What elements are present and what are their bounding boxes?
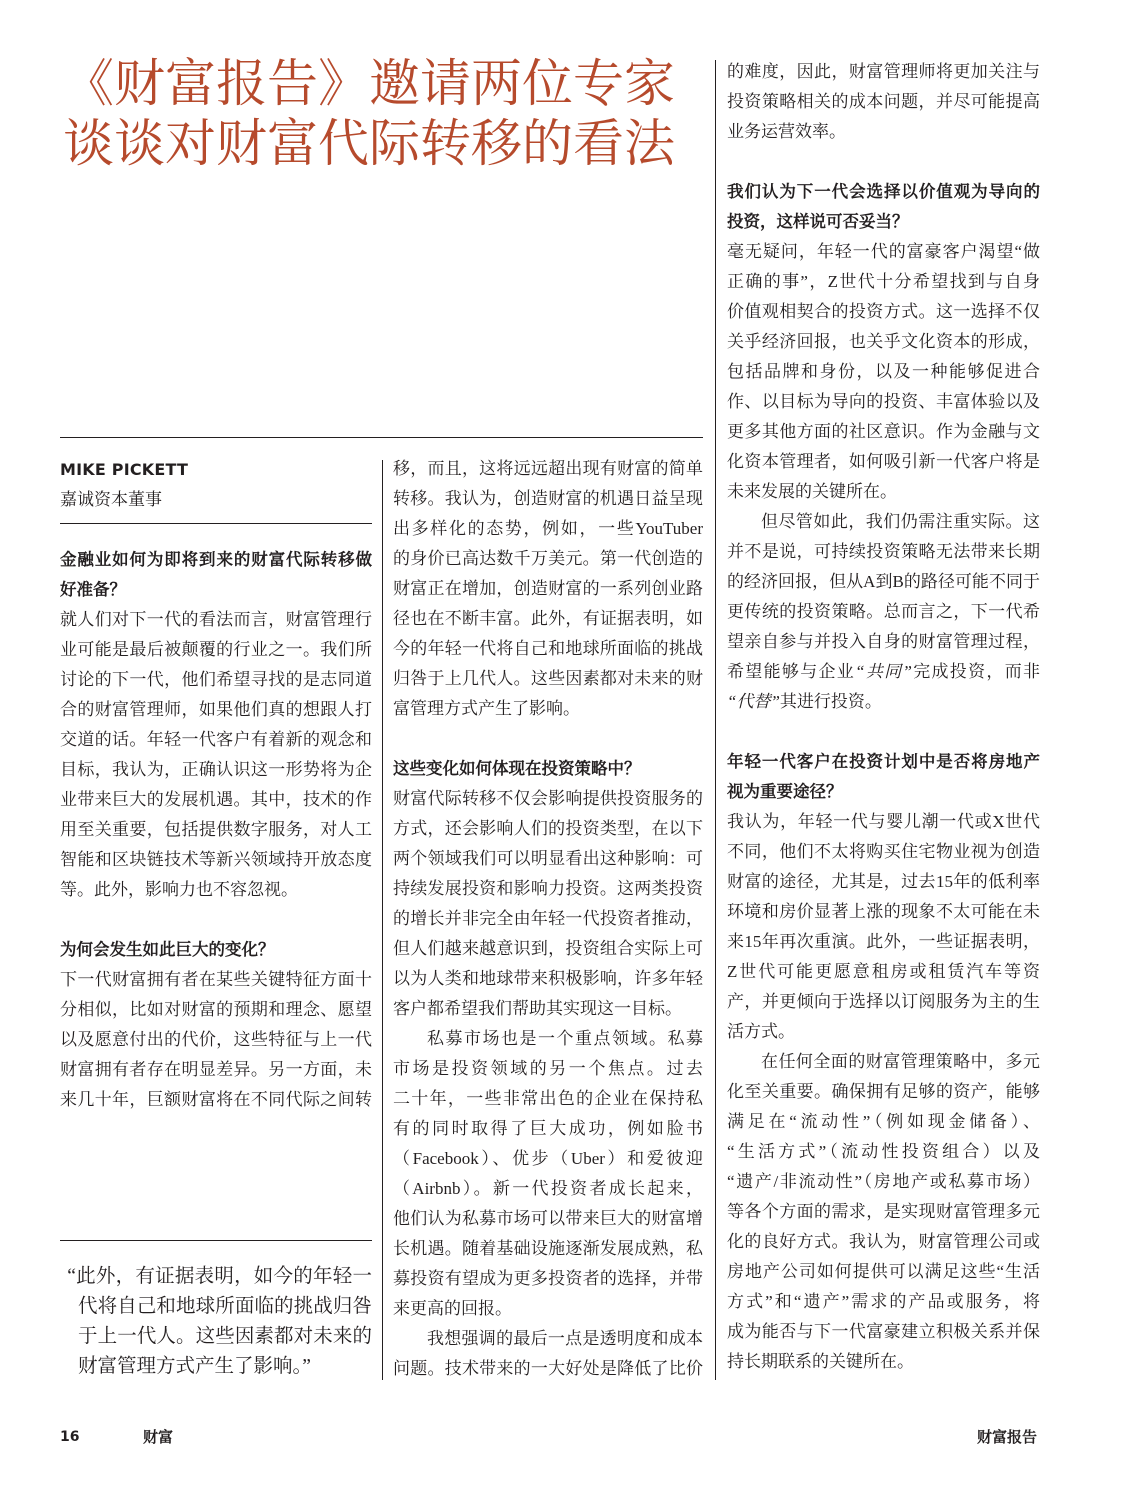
left-column <box>60 545 372 1115</box>
text-line: 业务运营效率。 <box>727 122 846 141</box>
text-line: 出多样化的态势，例如，一些YouTuber <box>393 519 703 538</box>
text-line: 就人们对下一代的看法而言，财富管理行 <box>60 610 372 629</box>
text-line <box>727 687 1040 717</box>
text-line: 的经济回报，但从A到B的路径可能不同于 <box>727 572 1040 591</box>
question-heading <box>727 177 1040 237</box>
text-line: 年轻一代客户在投资计划中是否将房地产 <box>727 752 1040 771</box>
text-line: 富管理方式产生了影响。 <box>393 699 580 718</box>
text-line: 以及愿意付出的代价，这些特征与上一代 <box>60 1030 372 1049</box>
text-line <box>727 657 1040 687</box>
text-line: 来15年再次重演。此外，一些证据表明， <box>727 932 1040 951</box>
body-paragraph <box>393 784 703 1024</box>
text-line: 更多其他方面的社区意识。作为金融与文 <box>727 422 1040 441</box>
text-line: 投资策略相关的成本问题，并尽可能提高 <box>727 92 1040 111</box>
text-line: 等。此外，影响力也不容忽视。 <box>60 880 298 899</box>
body-paragraph <box>727 1047 1040 1377</box>
body-paragraph <box>393 1024 703 1324</box>
text-line: 望亲自参与并投入自身的财富管理过程， <box>727 632 1040 651</box>
text-line: 产，并更倾向于选择以订阅服务为主的生 <box>727 992 1040 1011</box>
text-segment: 希望能够与企业 <box>727 662 856 681</box>
column-divider-left <box>382 460 383 1380</box>
body-paragraph <box>727 57 1040 147</box>
byline <box>60 455 372 515</box>
emphasis-text: “共同” <box>855 662 912 681</box>
text-line: 来更高的回报。 <box>393 1299 512 1318</box>
text-line: 视为重要途径？ <box>727 782 843 801</box>
publication-name: 财富报告 <box>976 1428 1037 1446</box>
text-line: 以为人类和地球带来积极影响，许多年轻 <box>393 969 703 988</box>
text-line: 业可能是最后被颠覆的行业之一。我们所 <box>60 640 372 659</box>
text-line: 我认为，年轻一代与婴儿潮一代或X世代 <box>727 812 1040 831</box>
text-line: 业带来巨大的发展机遇。其中，技术的作 <box>60 790 372 809</box>
text-line: 移，而且，这将远远超出现有财富的简单 <box>393 459 703 478</box>
body-paragraph <box>727 507 1040 717</box>
text-line: “生活方式”（流动性投资组合）以及 <box>727 1142 1040 1161</box>
text-line: 好准备？ <box>60 580 126 599</box>
text-line: （Facebook）、优步（Uber）和爱彼迎 <box>393 1149 703 1168</box>
body-paragraph <box>393 1324 703 1384</box>
page-number: 16 <box>60 1429 80 1445</box>
text-line: 在任何全面的财富管理策略中，多元 <box>761 1052 1040 1071</box>
right-column <box>727 57 1040 1377</box>
text-line: 为何会发生如此巨大的变化？ <box>60 940 275 959</box>
text-line: 下一代财富拥有者在某些关键特征方面十 <box>60 970 372 989</box>
text-line: “遗产/非流动性”（房地产或私募市场） <box>727 1172 1040 1191</box>
text-line: 化资本管理者，如何吸引新一代客户将是 <box>727 452 1040 471</box>
text-line: 作、以目标为导向的投资、丰富体验以及 <box>727 392 1040 411</box>
body-paragraph <box>393 454 703 724</box>
text-line: 来几十年，巨额财富将在不同代际之间转 <box>60 1090 372 1109</box>
author-role: 嘉诚资本董事 <box>60 490 162 509</box>
article-title <box>63 55 675 175</box>
text-line: 关乎经济回报，也关乎文化资本的形成， <box>727 332 1040 351</box>
byline-divider <box>60 523 372 524</box>
text-line: 方式”和“遗产”需求的产品或服务，将 <box>727 1292 1040 1311</box>
title-line-2: 谈谈对财富代际转移的看法 <box>63 115 676 174</box>
pull-quote <box>67 1262 372 1382</box>
text-line: 募投资有望成为更多投资者的选择，并带 <box>393 1269 703 1288</box>
title-line-1: 《财富报告》邀请两位专家 <box>63 55 676 114</box>
body-paragraph <box>60 605 372 905</box>
text-line: 的身价已高达数千万美元。第一代创造的 <box>393 549 703 568</box>
text-line: 用至关重要，包括提供数字服务，对人工 <box>60 820 372 839</box>
text-line: 有的同时取得了巨大成功，例如脸书 <box>393 1119 703 1138</box>
text-line: 今的年轻一代将自己和地球所面临的挑战 <box>393 639 703 658</box>
text-line: 的增长并非完全由年轻一代投资者推动， <box>393 909 703 928</box>
text-line: 径也在不断丰富。此外，有证据表明，如 <box>393 609 703 628</box>
text-line: 成为能否与下一代富豪建立积极关系并保 <box>727 1322 1040 1341</box>
question-heading <box>393 754 703 784</box>
text-line: “此外，有证据表明，如今的年轻一 <box>67 1266 372 1287</box>
text-line: 两个领域我们可以明显看出这种影响：可 <box>393 849 703 868</box>
text-line: 代将自己和地球所面临的挑战归咎 <box>78 1296 372 1317</box>
question-heading <box>60 545 372 605</box>
question-heading <box>60 935 372 965</box>
author-name: MIKE PICKETT <box>60 460 189 479</box>
text-line: 客户都希望我们帮助其实现这一目标。 <box>393 999 682 1018</box>
text-line: 包括品牌和身份，以及一种能够促进合 <box>727 362 1040 381</box>
text-line: 正确的事”，Z世代十分希望找到与自身 <box>727 272 1040 291</box>
section-divider <box>60 437 703 438</box>
text-line: 并不是说，可持续投资策略无法带来长期 <box>727 542 1040 561</box>
text-line: 持续发展投资和影响力投资。这两类投资 <box>393 879 703 898</box>
text-line: 的难度，因此，财富管理师将更加关注与 <box>727 62 1040 81</box>
text-line: 市场是投资领域的另一个焦点。过去 <box>393 1059 703 1078</box>
text-line: 财富正在增加，创造财富的一系列创业路 <box>393 579 703 598</box>
text-line: 化至关重要。确保拥有足够的资产，能够 <box>727 1082 1040 1101</box>
text-line: 讨论的下一代，他们希望寻找的是志同道 <box>60 670 372 689</box>
body-paragraph <box>727 807 1040 1047</box>
text-line: 未来发展的关键所在。 <box>727 482 897 501</box>
text-line: 交道的话。年轻一代客户有着新的观念和 <box>60 730 372 749</box>
text-line: 金融业如何为即将到来的财富代际转移做 <box>60 550 372 569</box>
text-line: 满足在“流动性”（例如现金储备）、 <box>727 1112 1040 1131</box>
text-line: 合的财富管理师，如果他们真的想跟人打 <box>60 700 372 719</box>
text-segment: 完成投资，而非 <box>911 662 1040 681</box>
text-line: 问题。技术带来的一大好处是降低了比价 <box>393 1359 703 1378</box>
text-line: 归咎于上几代人。这些因素都对未来的财 <box>393 669 703 688</box>
text-line: 更传统的投资策略。总而言之，下一代希 <box>727 602 1040 621</box>
text-line: 方式，还会影响人们的投资类型，在以下 <box>393 819 703 838</box>
text-line: 转移。我认为，创造财富的机遇日益呈现 <box>393 489 703 508</box>
body-paragraph <box>60 965 372 1115</box>
text-line: 二十年，一些非常出色的企业在保持私 <box>393 1089 703 1108</box>
question-heading <box>727 747 1040 807</box>
text-line: 智能和区块链技术等新兴领域持开放态度 <box>60 850 372 869</box>
text-line: （Airbnb）。新一代投资者成长起来， <box>393 1179 703 1198</box>
text-line: 价值观相契合的投资方式。这一选择不仅 <box>727 302 1040 321</box>
text-line: 等各个方面的需求，是实现财富管理多元 <box>727 1202 1040 1221</box>
emphasis-text: “代替” <box>727 692 780 711</box>
text-line: 毫无疑问，年轻一代的富豪客户渴望“做 <box>727 242 1040 261</box>
text-line: 长机遇。随着基础设施逐渐发展成熟，私 <box>393 1239 703 1258</box>
text-line: 私募市场也是一个重点领域。私募 <box>427 1029 703 1048</box>
middle-column <box>393 454 703 1384</box>
text-line: 财富代际转移不仅会影响提供投资服务的 <box>393 789 703 808</box>
text-segment: 其进行投资。 <box>779 692 882 711</box>
text-line: 分相似，比如对财富的预期和理念、愿望 <box>60 1000 372 1019</box>
text-line: 财富的途径，尤其是，过去15年的低利率 <box>727 872 1040 891</box>
text-line: 但人们越来越意识到，投资组合实际上可 <box>393 939 703 958</box>
text-line: 但尽管如此，我们仍需注重实际。这 <box>761 512 1040 531</box>
text-line: 化的良好方式。我认为，财富管理公司或 <box>727 1232 1040 1251</box>
body-paragraph <box>727 237 1040 507</box>
text-line: 不同，他们不太将购买住宅物业视为创造 <box>727 842 1040 861</box>
pull-quote-divider <box>60 1240 372 1241</box>
page-footer <box>0 1427 1133 1447</box>
text-line: 财富拥有者存在明显差异。另一方面，未 <box>60 1060 372 1079</box>
text-line: 持长期联系的关键所在。 <box>727 1352 914 1371</box>
text-line: 我想强调的最后一点是透明度和成本 <box>427 1329 703 1348</box>
column-divider-right <box>715 60 716 1380</box>
text-line: 我们认为下一代会选择以价值观为导向的 <box>727 182 1040 201</box>
text-line: 环境和房价显著上涨的现象不太可能在未 <box>727 902 1040 921</box>
text-line: 于上一代人。这些因素都对未来的 <box>78 1326 372 1347</box>
text-line: Z世代可能更愿意租房或租赁汽车等资 <box>727 962 1040 981</box>
section-name: 财富 <box>143 1428 174 1446</box>
text-line: 目标，我认为，正确认识这一形势将为企 <box>60 760 372 779</box>
text-line: 投资，这样说可否妥当？ <box>727 212 909 231</box>
text-line: 这些变化如何体现在投资策略中？ <box>393 759 641 778</box>
text-line: 房地产公司如何提供可以满足这些“生活 <box>727 1262 1040 1281</box>
text-line: 他们认为私募市场可以带来巨大的财富增 <box>393 1209 703 1228</box>
text-line: 活方式。 <box>727 1022 795 1041</box>
text-line: 财富管理方式产生了影响。” <box>78 1356 311 1377</box>
